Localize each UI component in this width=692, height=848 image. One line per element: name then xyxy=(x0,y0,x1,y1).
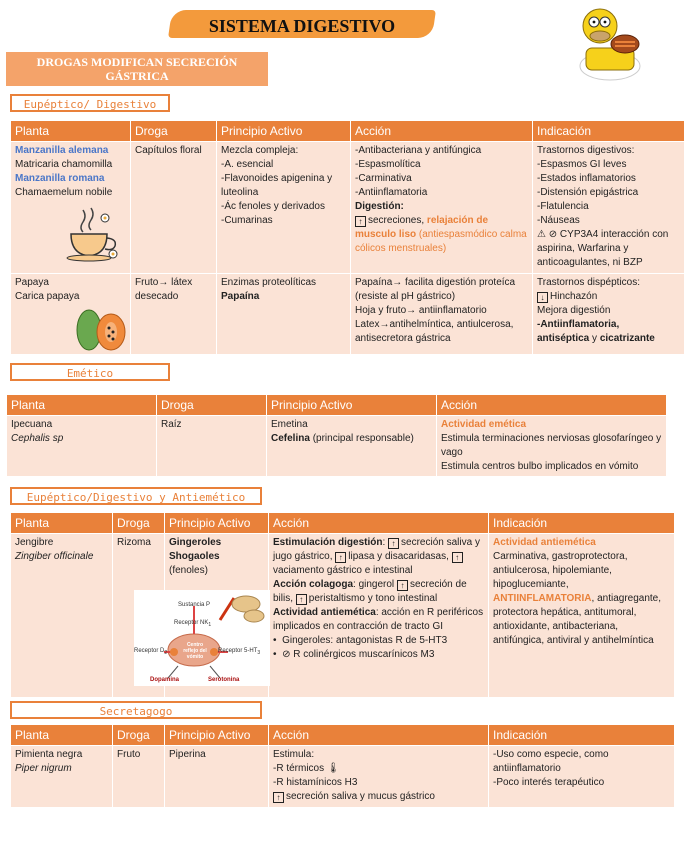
accion-line: Papaína→ facilita digestión proteíca (resiste al pH gástrico) xyxy=(355,277,516,302)
principio-line: -Flavonoides apigenina y luteolina xyxy=(221,173,333,198)
table-header-row xyxy=(11,121,685,142)
accion-line xyxy=(273,762,484,776)
accion-line: Hoja y fruto→ antiinflamatorio xyxy=(355,305,487,316)
diagram-label: Receptor $D_2$ xyxy=(134,648,168,657)
accion-line: Digestión: xyxy=(355,201,404,212)
cell-planta xyxy=(11,274,131,355)
accion-line: Latex→antihelmíntica, antiulcerosa, antisecretora gástrica xyxy=(355,319,514,344)
accion-text: secreción saliva y mucus gástrico xyxy=(286,791,435,802)
accion-text: : acción en R periféricos implicados en contracción de tracto GI xyxy=(273,607,484,632)
accion-note: (antiespasmódico calma cólicos menstruales) xyxy=(355,229,527,254)
prohibited-icon: ⊘ xyxy=(548,229,558,240)
indicacion-text: antiséptica xyxy=(537,333,590,344)
header-principio: Principio Activo xyxy=(165,725,269,746)
increase-icon: ↑ xyxy=(335,552,346,563)
table-secretagogo xyxy=(10,724,675,808)
plant-scientific: Piper nigrum xyxy=(15,763,72,774)
header-principio: Principio Activo xyxy=(217,121,351,142)
homer-illustration xyxy=(570,4,650,86)
principio-line: Gingeroles xyxy=(169,537,222,548)
header-droga: Droga xyxy=(113,513,165,534)
section-label-antiemetico xyxy=(10,487,262,505)
header-accion: Acción xyxy=(269,513,489,534)
plant-scientific: Carica papaya xyxy=(15,291,80,302)
plant-name: Jengibre xyxy=(15,537,54,548)
header-planta: Planta xyxy=(11,121,131,142)
table-antiemetico xyxy=(10,512,675,698)
cell-planta xyxy=(11,534,113,698)
diagram-label: Serotonina xyxy=(208,677,240,683)
indicacion-line xyxy=(537,290,680,304)
cell-planta xyxy=(7,416,157,477)
header-planta: Planta xyxy=(7,395,157,416)
section-label-text: Secretagogo xyxy=(99,705,173,718)
cell-droga: Fruto→ látex desecado xyxy=(131,274,217,355)
table-header-row xyxy=(11,725,675,746)
header-planta: Planta xyxy=(11,725,113,746)
papaya-icon xyxy=(73,306,129,352)
accion-text: -R térmicos xyxy=(273,763,325,774)
cell-planta xyxy=(11,142,131,274)
accion-text: vaciamento gástrico e intestinal xyxy=(273,565,413,576)
indicacion-highlight: Actividad antiemética xyxy=(493,537,596,548)
table-row xyxy=(11,746,675,808)
page-title: SISTEMA DIGESTIVO xyxy=(208,16,396,36)
indicacion-text: CYP3A4 interacción con aspirina, Warfarina y anticoagulantes, ni BZP xyxy=(537,229,669,268)
plant-name: Manzanilla alemana xyxy=(15,145,109,156)
diagram-label: Receptor $NK_1$ xyxy=(174,620,212,629)
section-label-text: Emético xyxy=(66,367,114,380)
principio-line: -A. esencial xyxy=(221,159,274,170)
indicacion-line: -Flatulencia xyxy=(537,201,589,212)
indicacion-text: , antiagregante, protectora hepática, antitumoral, antioxidante, antibacteriana, antifúngica, antiviral y antihelmíntica xyxy=(493,593,662,646)
indicacion-line: -Náuseas xyxy=(537,215,580,226)
accion-bold: Estimulación digestión xyxy=(273,537,383,548)
principio-bold: Cefelina xyxy=(271,433,310,444)
accion-line xyxy=(273,578,484,606)
diagram-label: Centro reflejo del vómito xyxy=(183,642,207,660)
warning-icon: ⚠ xyxy=(537,229,546,240)
section-banner: DROGAS MODIFICAN SECRECIÓN GÁSTRICA xyxy=(6,52,268,86)
principio-line: Shogaoles xyxy=(169,551,220,562)
plant-name: Pimienta negra xyxy=(15,749,83,760)
table-header-row xyxy=(11,513,675,534)
bullet-text: R colinérgicos muscarínicos M3 xyxy=(293,649,435,660)
cell-indicacion xyxy=(533,142,685,274)
header-indicacion: Indicación xyxy=(489,513,675,534)
indicacion-text: Hinchazón xyxy=(550,291,598,302)
bullet-text: Gingeroles: antagonistas R de 5-HT3 xyxy=(282,635,448,646)
header-accion: Acción xyxy=(351,121,533,142)
cell-indicacion xyxy=(489,746,675,808)
header-droga: Droga xyxy=(157,395,267,416)
header-planta: Planta xyxy=(11,513,113,534)
cell-principio: Piperina xyxy=(165,746,269,808)
header-indicacion: Indicación xyxy=(533,121,685,142)
principio-line xyxy=(271,432,432,446)
indicacion-line: -Estados inflamatorios xyxy=(537,173,636,184)
table-row xyxy=(11,534,675,698)
table-row xyxy=(7,416,667,477)
principio-line: -Ác fenoles y derivados xyxy=(221,201,325,212)
indicacion-line xyxy=(537,228,680,270)
cell-indicacion xyxy=(489,534,675,698)
plant-name: Manzanilla romana xyxy=(15,173,105,184)
indicacion-line: -Distensión epigástrica xyxy=(537,187,639,198)
cell-droga: Raíz xyxy=(157,416,267,477)
header-principio: Principio Activo xyxy=(165,513,269,534)
accion-line: -R histamínicos H3 xyxy=(273,777,358,788)
accion-line: -Carminativa xyxy=(355,173,412,184)
accion-line: Estimula centros bulbo implicados en vómito xyxy=(441,461,639,472)
diagram-label: Dopamina xyxy=(150,677,180,683)
principio-line: -Cumarinas xyxy=(221,215,273,226)
accion-line xyxy=(273,606,484,634)
increase-icon: ↑ xyxy=(452,552,463,563)
principio-line: Enzimas proteolíticas xyxy=(221,277,317,288)
cell-indicacion xyxy=(533,274,685,355)
plant-scientific: Chamaemelum nobile xyxy=(15,187,113,198)
prohibited-icon: ⊘ xyxy=(282,649,291,660)
plant-name: Papaya xyxy=(15,277,49,288)
section-label-secretagogo xyxy=(10,701,262,719)
cell-accion xyxy=(269,534,489,698)
accion-bold: Acción colagoga xyxy=(273,579,354,590)
cell-accion xyxy=(269,746,489,808)
cell-principio xyxy=(217,142,351,274)
indicacion-line: -Uso como especie, como antiinflamatorio xyxy=(493,749,609,774)
increase-icon: ↑ xyxy=(273,792,284,803)
accion-line: Estimula: xyxy=(273,749,315,760)
diagram-text: Receptor 5-HT xyxy=(218,648,258,654)
cell-accion xyxy=(351,274,533,355)
table-row xyxy=(11,142,685,274)
accion-bold: Actividad antiemética xyxy=(273,607,376,618)
accion-text: secreción saliva y jugo gástrico, xyxy=(273,537,480,562)
table-emetico xyxy=(6,394,667,477)
principio-line: Mezcla compleja: xyxy=(221,145,299,156)
cell-principio xyxy=(217,274,351,355)
section-label-text: Eupéptico/ Digestivo xyxy=(23,98,157,111)
bullet-item: • Gingeroles: antagonistas R de 5-HT3 xyxy=(273,635,448,646)
accion-line: -Espasmolítica xyxy=(355,159,421,170)
header-droga: Droga xyxy=(131,121,217,142)
plant-name: Ipecuana xyxy=(11,419,53,430)
increase-icon: ↑ xyxy=(296,594,307,605)
plant-scientific: Cephalis sp xyxy=(11,433,64,444)
table-row xyxy=(11,274,685,355)
indicacion-highlight: ANTIINFLAMATORIA xyxy=(493,593,592,604)
indicacion-text: Carminativa, gastroprotectora, antiulcerosa, hipolemiante, hipoglucemiante, xyxy=(493,551,628,590)
principio-text: (principal responsable) xyxy=(312,433,414,444)
plant-scientific: Zingiber officinale xyxy=(15,551,94,562)
decrease-icon: ↓ xyxy=(537,292,548,303)
indicacion-line: Trastornos digestivos: xyxy=(537,145,635,156)
header-principio: Principio Activo xyxy=(267,395,437,416)
diagram-label: Receptor $5-HT_3$ xyxy=(218,648,261,657)
diagram-text: Receptor D xyxy=(134,648,165,654)
cell-droga: Rizoma xyxy=(113,534,165,698)
increase-icon: ↑ xyxy=(388,538,399,549)
bullet-item: • ⊘ R colinérgicos muscarínicos M3 xyxy=(273,649,435,660)
principio-line: (fenoles) xyxy=(169,565,208,576)
indicacion-line xyxy=(493,550,670,648)
accion-text: secreción de bilis, xyxy=(273,579,467,604)
principio-line: Papaína xyxy=(221,291,260,302)
section-label-eupeptico xyxy=(10,94,170,112)
accion-line: -Antiinflamatoria xyxy=(355,187,428,198)
increase-icon: ↑ xyxy=(355,216,366,227)
cell-accion xyxy=(351,142,533,274)
diagram-text: Receptor NK xyxy=(174,620,209,626)
header-indicacion: Indicación xyxy=(489,725,675,746)
diagram-label: Sustancia P xyxy=(178,602,211,608)
emesis-diagram xyxy=(134,590,270,686)
tea-cup-icon xyxy=(61,206,123,262)
header-accion: Acción xyxy=(269,725,489,746)
accion-text: peristaltismo y tono intestinal xyxy=(308,593,438,604)
indicacion-line xyxy=(537,332,680,346)
accion-text: : gingerol xyxy=(353,579,395,590)
indicacion-line: -Espasmos GI leves xyxy=(537,159,627,170)
cell-planta xyxy=(11,746,113,808)
cell-droga: Capítulos floral xyxy=(131,142,217,274)
accion-highlight: Actividad emética xyxy=(441,419,527,430)
cell-accion xyxy=(437,416,667,477)
table-header-row xyxy=(7,395,667,416)
cell-droga: Fruto xyxy=(113,746,165,808)
header-droga: Droga xyxy=(113,725,165,746)
table-eupeptico xyxy=(10,120,685,355)
accion-highlight: relajación de musculo liso xyxy=(355,215,489,240)
plant-scientific: Matricaria chamomilla xyxy=(15,159,113,170)
accion-line: Estimulación digestión: ↑ secreción saliva y jugo gástrico, ↑ lipasa y disacaridasas, ↑vaciamento gástrico e intestinal xyxy=(273,537,480,576)
indicacion-line: -Antiinflamatoria, xyxy=(537,319,620,330)
indicacion-line: Trastornos dispépticos: xyxy=(537,277,641,288)
indicacion-text: cicatrizante xyxy=(599,333,655,344)
thermometer-icon: 🌡 xyxy=(326,763,340,774)
accion-line: Estimula terminaciones nerviosas glosofaríngeo y vago xyxy=(441,433,662,458)
title-area xyxy=(170,6,434,42)
indicacion-text: y xyxy=(592,333,598,344)
indicacion-line: Mejora digestión xyxy=(537,305,611,316)
cell-principio xyxy=(267,416,437,477)
section-label-text: Eupéptico/Digestivo y Antiemético xyxy=(26,491,246,504)
accion-line xyxy=(273,790,484,804)
increase-icon: ↑ xyxy=(397,580,408,591)
accion-text: lipasa y disacaridasas, xyxy=(348,551,449,562)
accion-line xyxy=(355,214,528,256)
accion-line: -Antibacteriana y antifúngica xyxy=(355,145,482,156)
header-accion: Acción xyxy=(437,395,667,416)
principio-line: Emetina xyxy=(271,419,308,430)
section-label-emetico xyxy=(10,363,170,381)
accion-text: secreciones, xyxy=(368,215,425,226)
indicacion-line: -Poco interés terapéutico xyxy=(493,777,605,788)
